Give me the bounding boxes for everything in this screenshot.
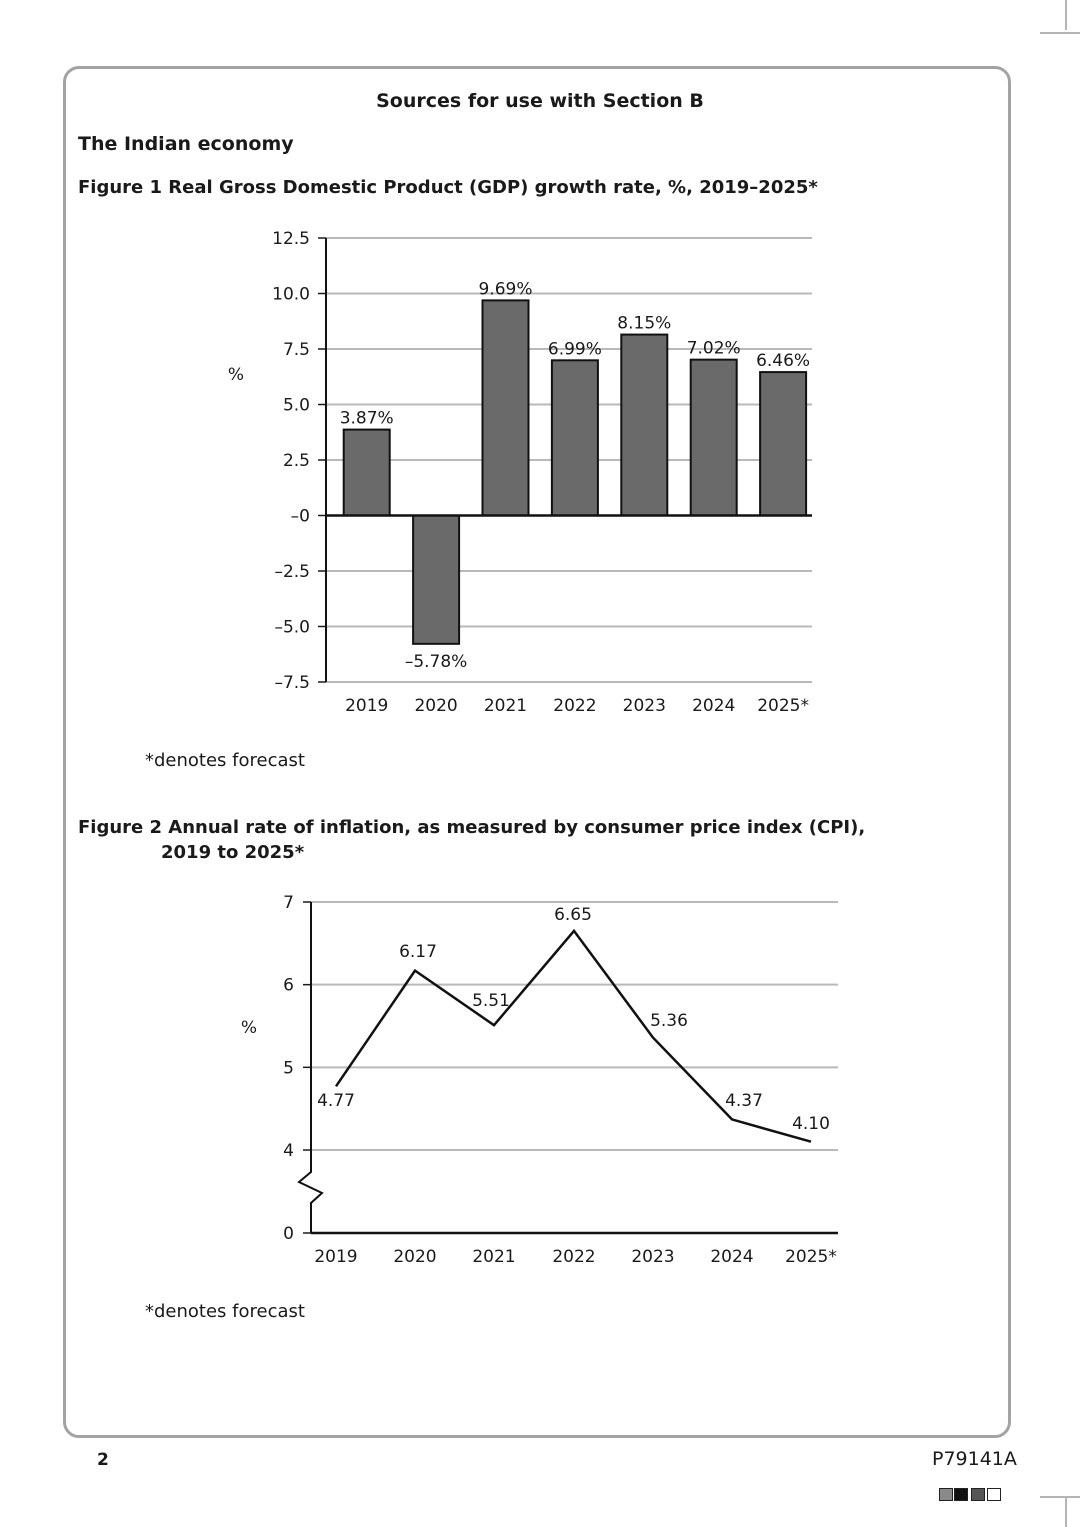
data-label: 6.99% bbox=[547, 339, 602, 360]
y-tick-label: 4 bbox=[283, 1141, 294, 1161]
data-label: 9.69% bbox=[478, 279, 533, 300]
crop-mark bbox=[1065, 1497, 1067, 1527]
y-tick-label: 7.5 bbox=[282, 340, 310, 360]
data-label: 8.15% bbox=[617, 313, 672, 334]
y-tick-label: 7 bbox=[283, 893, 294, 913]
print-marker-box bbox=[971, 1488, 985, 1501]
bar bbox=[760, 372, 806, 515]
y-tick-label: –2.5 bbox=[274, 562, 310, 582]
x-tick-label: 2019 bbox=[345, 696, 389, 716]
bar bbox=[344, 430, 390, 516]
data-label: 4.10 bbox=[792, 1114, 830, 1134]
topic-heading: The Indian economy bbox=[78, 133, 294, 155]
x-tick-label: 2021 bbox=[483, 696, 528, 716]
y-axis-label: % bbox=[240, 1018, 258, 1038]
x-tick-label: 2021 bbox=[472, 1247, 516, 1267]
bar bbox=[552, 360, 598, 515]
data-label: 6.46% bbox=[756, 351, 811, 372]
section-heading: Sources for use with Section B bbox=[376, 90, 704, 112]
bar bbox=[621, 335, 667, 516]
y-tick-label: 5 bbox=[283, 1058, 294, 1079]
data-label: –5.78% bbox=[404, 651, 468, 672]
x-tick-label: 2025* bbox=[757, 696, 809, 716]
print-marker-box bbox=[954, 1488, 968, 1501]
y-tick-label: –5.0 bbox=[274, 617, 310, 638]
data-label: 4.37 bbox=[725, 1091, 763, 1111]
y-tick-label: 0 bbox=[283, 1224, 294, 1244]
data-label: 3.87% bbox=[339, 408, 394, 429]
gdp-bar-chart bbox=[0, 0, 1080, 760]
bar bbox=[483, 300, 529, 515]
y-tick-label: 6 bbox=[283, 975, 294, 996]
y-tick-label: 10.0 bbox=[272, 284, 310, 305]
data-label: 6.17 bbox=[399, 942, 437, 962]
x-tick-label: 2024 bbox=[710, 1247, 754, 1267]
x-tick-label: 2023 bbox=[631, 1247, 675, 1267]
x-tick-label: 2023 bbox=[622, 696, 666, 716]
data-label: 5.36 bbox=[650, 1011, 688, 1031]
y-axis-label: % bbox=[227, 365, 245, 385]
x-tick-label: 2024 bbox=[692, 696, 736, 716]
figure1-caption: Figure 1 Real Gross Domestic Product (GDP) growth rate, %, 2019–2025* bbox=[78, 177, 818, 198]
y-tick-label: 5.0 bbox=[282, 395, 310, 416]
data-label: 7.02% bbox=[686, 338, 741, 359]
x-tick-label: 2020 bbox=[414, 696, 458, 716]
bar bbox=[413, 516, 459, 644]
data-label: 5.51 bbox=[472, 991, 510, 1011]
crop-mark bbox=[1040, 1496, 1080, 1498]
figure1-footnote: *denotes forecast bbox=[145, 750, 305, 771]
cpi-line-chart bbox=[0, 860, 1080, 1280]
figure2-caption-line2: 2019 to 2025* bbox=[161, 842, 305, 863]
x-tick-label: 2019 bbox=[314, 1247, 358, 1267]
y-tick-label: 2.5 bbox=[282, 451, 310, 471]
x-tick-label: 2022 bbox=[553, 696, 597, 716]
x-tick-label: 2020 bbox=[393, 1247, 437, 1267]
figure2-caption-line1: Figure 2 Annual rate of inflation, as measured by consumer price index (CPI), bbox=[78, 817, 866, 838]
print-marker-box bbox=[939, 1488, 953, 1501]
print-marker-box bbox=[987, 1488, 1001, 1501]
bar bbox=[691, 360, 737, 516]
paper-code: P79141A bbox=[932, 1448, 1017, 1470]
x-tick-label: 2025* bbox=[785, 1247, 837, 1267]
data-label: 4.77 bbox=[317, 1091, 355, 1111]
x-tick-label: 2022 bbox=[552, 1247, 596, 1267]
y-tick-label: 12.5 bbox=[272, 229, 310, 249]
page-number: 2 bbox=[97, 1450, 109, 1470]
y-tick-label: –7.5 bbox=[274, 673, 310, 693]
figure2-footnote: *denotes forecast bbox=[145, 1301, 305, 1322]
y-tick-label: –0 bbox=[290, 506, 310, 527]
data-label: 6.65 bbox=[554, 905, 592, 925]
